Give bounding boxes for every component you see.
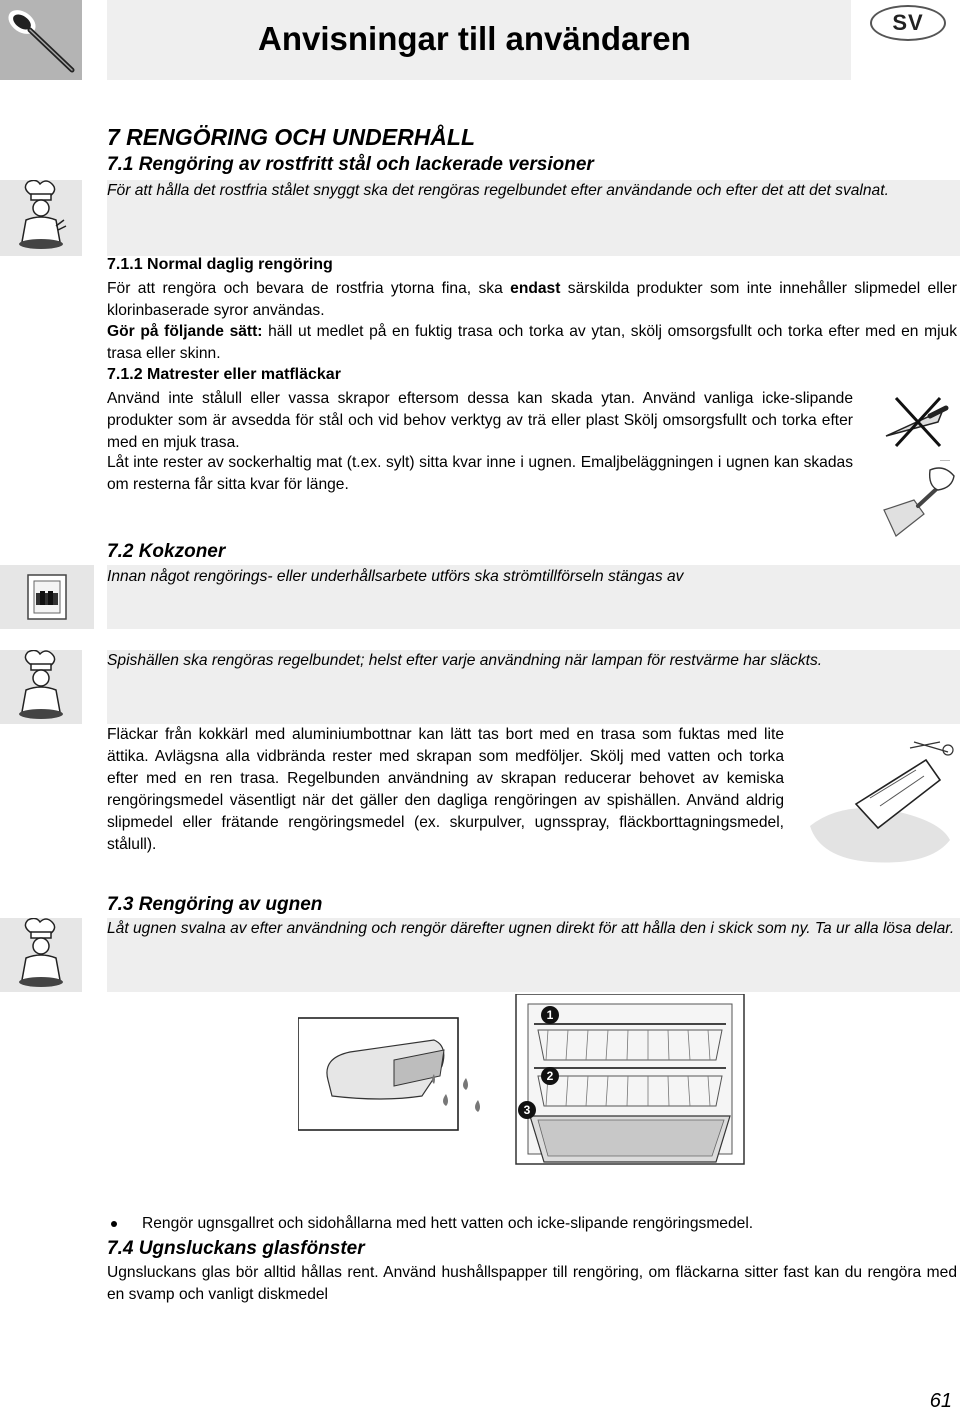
oven-cleaning-illustration bbox=[298, 994, 768, 1194]
section-7-2-body: Fläckar från kokkärl med aluminiumbottnar kan lätt tas bort med en trasa som fuktas med lite ättika. Avlägsna alla vidbrända rester med skrapan som medföljer. Skölj med vatten och torka efter med en ren trasa. Regelbunden användning av skrapan reducerar behovet av kemiska rengöringsmedel väsentligt när det gäller den dagliga rengöringen av spishällen. Använd aldrig slipmedel eller frätande rengöringsmedel (ex. skurpulver, ugnsspray, fläckborttagningsmedel, stålull). bbox=[107, 726, 784, 853]
section-7-2-heading: 7.2 Kokzoner bbox=[107, 541, 226, 562]
paragraph-text: häll ut medlet på en fuktig trasa och torka av ytan, skölj omsorgsfullt och torka efter med en mjuk trasa eller skinn. bbox=[107, 323, 958, 362]
section-7-3-intro: Låt ugnen svalna av efter användning och rengör därefter ugnen direkt för att hålla den i skick som ny. Ta ur alla lösa delar. bbox=[107, 920, 955, 937]
section-7-2-warning: Innan något rengörings- eller underhållsarbete utförs ska strömtillförseln stängas av bbox=[107, 568, 684, 585]
bullet-marker bbox=[111, 1221, 117, 1227]
section-7-4-body: Ugnsluckans glas bör alltid hållas rent. Använd hushållspapper till rengöring, om fläckarna sitter fast kan du rengöra med en svamp och vanligt diskmedel bbox=[107, 1264, 957, 1303]
section-7-1-2-heading: 7.1.2 Matrester eller matfläckar bbox=[107, 366, 341, 383]
page-title: Anvisningar till användaren bbox=[258, 20, 691, 57]
spoon-logo-icon bbox=[0, 0, 82, 80]
spatula-illustration bbox=[880, 460, 958, 540]
chef-icon bbox=[0, 650, 82, 724]
section-7-3-heading: 7.3 Rengöring av ugnen bbox=[107, 894, 323, 915]
spatula-icon bbox=[880, 460, 958, 540]
section-7-1-2-paragraph-2: Låt inte rester av sockerhaltig mat (t.ex. sylt) sitta kvar inne i ugnen. Emaljbeläggningen i ugnen kan skadas om resterna får sitta kvar för länge. bbox=[107, 454, 853, 493]
language-badge: SV bbox=[870, 5, 946, 41]
no-knife-illustration bbox=[880, 392, 955, 452]
hob-scraper-icon bbox=[800, 740, 960, 868]
section-7-3-bullet: Rengör ugnsgallret och sidohållarna med hett vatten och icke-slipande rengöringsmedel. bbox=[142, 1215, 754, 1232]
section-7-1-1-paragraph-1 bbox=[107, 278, 957, 322]
paragraph-text: För att rengöra och bevara de rostfria ytorna fina, ska bbox=[107, 280, 511, 297]
section-7-1-1-heading: 7.1.1 Normal daglig rengöring bbox=[107, 256, 333, 273]
chef-icon-box bbox=[0, 180, 82, 256]
hob-scraper-illustration bbox=[800, 740, 960, 868]
section-7-1-2-paragraph-1: Använd inte stålull eller vassa skrapor eftersom dessa kan skada ytan. Använd vanliga icke-slipande produkter som är avsedda för stål och vid behov verktyg av trä eller plast Skölj omsorgsfullt och torka efter med en mjuk trasa. bbox=[107, 390, 853, 451]
section-7-1-intro: För att hålla det rostfria stålet snyggt ska det rengöras regelbundet efter användande och efter det att det svalnat. bbox=[107, 182, 889, 199]
power-switch-icon bbox=[0, 565, 94, 629]
callout-3: 3 bbox=[518, 1101, 536, 1119]
section-7-2-note: Spishällen ska rengöras regelbundet; helst efter varje användning när lampan för restvärme har släckts. bbox=[107, 652, 823, 669]
callout-1: 1 bbox=[541, 1006, 559, 1024]
section-7-1-1-paragraph-2 bbox=[107, 321, 957, 365]
chef-icon-box bbox=[0, 918, 82, 992]
emphasis-text: endast bbox=[510, 280, 561, 297]
emphasis-text: Gör på följande sätt: bbox=[107, 323, 263, 340]
section-7-4-heading: 7.4 Ugnsluckans glasfönster bbox=[107, 1238, 365, 1259]
section-7-heading: 7 RENGÖRING OCH UNDERHÅLL bbox=[107, 124, 476, 150]
oven-cavity-icon bbox=[298, 994, 768, 1194]
chef-icon bbox=[0, 180, 82, 256]
callout-2: 2 bbox=[541, 1067, 559, 1085]
paragraph-text: särskilda produkter som inte innehåller slipmedel eller klorinbaserade syror användas. bbox=[107, 280, 957, 319]
page-number: 61 bbox=[929, 1390, 952, 1412]
power-switch-box bbox=[0, 565, 94, 629]
chef-icon-box bbox=[0, 650, 82, 724]
header-logo bbox=[0, 0, 82, 80]
chef-icon bbox=[0, 918, 82, 992]
section-7-1-heading: 7.1 Rengöring av rostfritt stål och lackerade versioner bbox=[107, 154, 594, 175]
no-knife-icon bbox=[880, 392, 955, 452]
